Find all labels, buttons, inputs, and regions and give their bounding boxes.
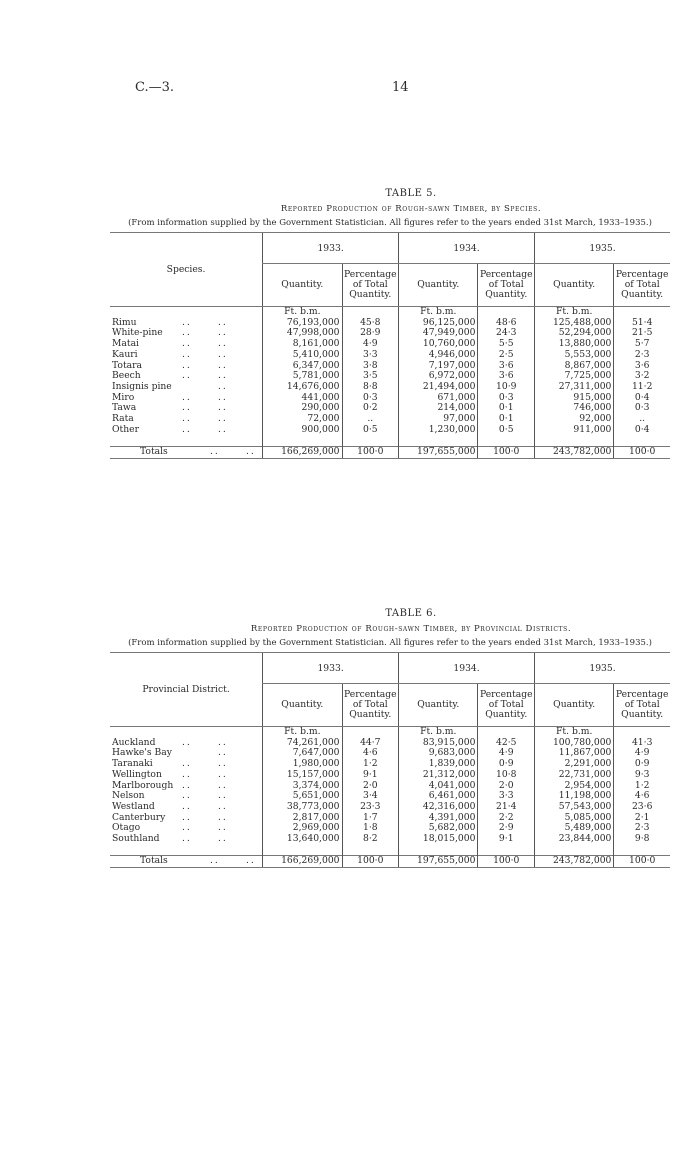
row-label-cell (110, 770, 263, 781)
table-row (110, 425, 670, 436)
percentage-cell: 100·0 (478, 856, 535, 868)
leader-dots: .. (182, 359, 192, 371)
quantity-cell: 83,915,000 (399, 738, 478, 749)
leader-dots: .. (218, 327, 228, 339)
quantity-cell: 15,157,000 (263, 770, 342, 781)
table6-qty-header: Quantity. (535, 684, 614, 727)
row-label-cell (110, 834, 263, 845)
leader-dots: .. (218, 370, 228, 382)
quantity-cell: 5,410,000 (263, 350, 342, 361)
quantity-cell: 76,193,000 (263, 318, 342, 329)
row-label: Tawa (112, 402, 137, 414)
table6-note: (From information supplied by the Government Statistician. All figures refer to the years ended 31st March, 1933–1935.) (128, 638, 652, 648)
quantity-cell: 11,198,000 (535, 791, 614, 802)
table6-qty-header: Quantity. (263, 684, 342, 727)
table5-unit-label: Ft. b.m. (399, 307, 478, 318)
table5-body (110, 307, 670, 459)
percentage-cell: 9·3 (614, 770, 670, 781)
quantity-cell: 8,161,000 (263, 339, 342, 350)
percentage-cell: 8·2 (342, 834, 399, 845)
percentage-cell: 3·8 (342, 361, 399, 372)
percentage-cell: 28·9 (342, 328, 399, 339)
table6 (110, 652, 670, 868)
leader-dots: .. (218, 359, 228, 371)
row-label: Beech (112, 370, 141, 382)
percentage-cell: 4·6 (342, 748, 399, 759)
percentage-cell: 0·3 (342, 393, 399, 404)
percentage-cell: 2·3 (614, 350, 670, 361)
leader-dots: .. (218, 736, 228, 748)
leader-dots: .. (182, 768, 192, 780)
quantity-cell: 42,316,000 (399, 802, 478, 813)
totals-row (110, 447, 670, 459)
table5-note: (From information supplied by the Government Statistician. All figures refer to the years ended 31st March, 1933–1935.) (128, 218, 652, 228)
leader-dots: .. (182, 758, 192, 770)
leader-dots: .. (182, 391, 192, 403)
percentage-cell: .. (614, 414, 670, 425)
quantity-cell: 197,655,000 (399, 856, 478, 868)
leader-dots: .. (218, 811, 228, 823)
quantity-cell: 5,085,000 (535, 813, 614, 824)
row-label: Auckland (112, 736, 156, 748)
quantity-cell: 5,651,000 (263, 791, 342, 802)
leader-dots: .. (182, 790, 192, 802)
leader-dots: .. (182, 736, 192, 748)
quantity-cell: 97,000 (399, 414, 478, 425)
quantity-cell: 21,312,000 (399, 770, 478, 781)
quantity-cell: 38,773,000 (263, 802, 342, 813)
quantity-cell: 4,041,000 (399, 781, 478, 792)
percentage-cell: 5·7 (614, 339, 670, 350)
row-label: Hawke's Bay (112, 747, 172, 759)
quantity-cell: 9,683,000 (399, 748, 478, 759)
quantity-cell: 5,489,000 (535, 823, 614, 834)
percentage-cell: 9·8 (614, 834, 670, 845)
leader-dots: .. (218, 790, 228, 802)
quantity-cell: 441,000 (263, 393, 342, 404)
percentage-cell: 2·0 (478, 781, 535, 792)
percentage-cell: 2·0 (342, 781, 399, 792)
leader-dots: .. (182, 833, 192, 845)
percentage-cell: 51·4 (614, 318, 670, 329)
row-label: Westland (112, 800, 155, 812)
table6-first-col-header: Provincial District. (110, 653, 263, 727)
table5-pct-header: Percentage of Total Quantity. (478, 264, 535, 307)
percentage-cell: 0·4 (614, 393, 670, 404)
table5-year-header: 1935. (535, 233, 670, 264)
percentage-cell: 41·3 (614, 738, 670, 749)
percentage-cell: 3·3 (342, 350, 399, 361)
table6-year-header: 1934. (399, 653, 535, 684)
quantity-cell: 21,494,000 (399, 382, 478, 393)
leader-dots: .. (218, 402, 228, 414)
leader-dots: .. (182, 327, 192, 339)
table5-year-header: 1933. (263, 233, 399, 264)
quantity-cell: 243,782,000 (535, 447, 614, 459)
percentage-cell: 8·8 (342, 382, 399, 393)
quantity-cell: 125,488,000 (535, 318, 614, 329)
percentage-cell: 4·9 (478, 748, 535, 759)
quantity-cell: 22,731,000 (535, 770, 614, 781)
leader-dots: .. (218, 758, 228, 770)
table6-year-header: 1933. (263, 653, 399, 684)
page-number: 14 (392, 80, 409, 95)
percentage-cell: 23·6 (614, 802, 670, 813)
leader-dots: .. (218, 348, 228, 360)
table5-unit-label: Ft. b.m. (263, 307, 342, 318)
percentage-cell: .. (342, 414, 399, 425)
leader-dots: .. (210, 855, 220, 867)
percentage-cell: 21·4 (478, 802, 535, 813)
percentage-cell: 1·7 (342, 813, 399, 824)
row-label: Rimu (112, 316, 137, 328)
percentage-cell: 100·0 (614, 447, 670, 459)
percentage-cell: 0·1 (478, 403, 535, 414)
leader-dots: .. (218, 822, 228, 834)
percentage-cell: 10·9 (478, 382, 535, 393)
leader-dots: .. (210, 446, 220, 458)
row-label: Other (112, 423, 139, 435)
leader-dots: .. (182, 423, 192, 435)
quantity-cell: 214,000 (399, 403, 478, 414)
leader-dots: .. (218, 413, 228, 425)
leader-dots: .. (218, 800, 228, 812)
quantity-cell: 100,780,000 (535, 738, 614, 749)
row-label: Taranaki (112, 758, 153, 770)
percentage-cell: 21·5 (614, 328, 670, 339)
leader-dots: .. (218, 423, 228, 435)
quantity-cell: 5,781,000 (263, 371, 342, 382)
quantity-cell: 14,676,000 (263, 382, 342, 393)
quantity-cell: 52,294,000 (535, 328, 614, 339)
row-label: Miro (112, 391, 135, 403)
quantity-cell: 900,000 (263, 425, 342, 436)
table6-title: Reported Production of Rough-sawn Timber, by Provincial Districts. (250, 624, 572, 634)
quantity-cell: 13,880,000 (535, 339, 614, 350)
percentage-cell: 45·8 (342, 318, 399, 329)
quantity-cell: 1,980,000 (263, 759, 342, 770)
table6-pct-header: Percentage of Total Quantity. (614, 684, 670, 727)
table6-unit-label: Ft. b.m. (535, 727, 614, 738)
table5-qty-header: Quantity. (535, 264, 614, 307)
leader-dots: .. (218, 338, 228, 350)
leader-dots: .. (218, 316, 228, 328)
percentage-cell: 9·1 (342, 770, 399, 781)
totals-label: Totals (140, 446, 168, 458)
percentage-cell: 0·5 (342, 425, 399, 436)
quantity-cell: 7,647,000 (263, 748, 342, 759)
percentage-cell: 3·5 (342, 371, 399, 382)
leader-dots: .. (218, 833, 228, 845)
percentage-cell: 0·9 (614, 759, 670, 770)
row-label-cell (110, 425, 263, 436)
quantity-cell: 57,543,000 (535, 802, 614, 813)
totals-label: Totals (140, 855, 168, 867)
percentage-cell: 9·1 (478, 834, 535, 845)
quantity-cell: 5,682,000 (399, 823, 478, 834)
percentage-cell: 1·8 (342, 823, 399, 834)
percentage-cell: 1·2 (342, 759, 399, 770)
percentage-cell: 4·9 (614, 748, 670, 759)
quantity-cell: 7,197,000 (399, 361, 478, 372)
quantity-cell: 10,760,000 (399, 339, 478, 350)
percentage-cell: 42·5 (478, 738, 535, 749)
table5-pct-header: Percentage of Total Quantity. (342, 264, 399, 307)
leader-dots: .. (182, 370, 192, 382)
quantity-cell: 915,000 (535, 393, 614, 404)
totals-row (110, 856, 670, 868)
quantity-cell: 6,972,000 (399, 371, 478, 382)
leader-dots: .. (182, 338, 192, 350)
table5-year-header: 1934. (399, 233, 535, 264)
percentage-cell: 44·7 (342, 738, 399, 749)
quantity-cell: 671,000 (399, 393, 478, 404)
percentage-cell: 100·0 (614, 856, 670, 868)
percentage-cell: 3·6 (478, 371, 535, 382)
leader-dots: .. (182, 811, 192, 823)
quantity-cell: 746,000 (535, 403, 614, 414)
leader-dots: .. (182, 800, 192, 812)
quantity-cell: 2,969,000 (263, 823, 342, 834)
leader-dots: .. (218, 768, 228, 780)
quantity-cell: 243,782,000 (535, 856, 614, 868)
percentage-cell: 2·2 (478, 813, 535, 824)
row-label-cell (110, 447, 263, 459)
table5 (110, 232, 670, 459)
percentage-cell: 3·2 (614, 371, 670, 382)
percentage-cell: 11·2 (614, 382, 670, 393)
quantity-cell: 47,949,000 (399, 328, 478, 339)
row-label: Canterbury (112, 811, 166, 823)
percentage-cell: 100·0 (342, 447, 399, 459)
percentage-cell: 0·2 (342, 403, 399, 414)
table6-pct-header: Percentage of Total Quantity. (478, 684, 535, 727)
table5-qty-header: Quantity. (263, 264, 342, 307)
percentage-cell: 0·5 (478, 425, 535, 436)
row-label-cell (110, 856, 263, 868)
quantity-cell: 3,374,000 (263, 781, 342, 792)
table6-pct-header: Percentage of Total Quantity. (342, 684, 399, 727)
row-label: Wellington (112, 768, 162, 780)
percentage-cell: 3·4 (342, 791, 399, 802)
row-label: Totara (112, 359, 142, 371)
quantity-cell: 18,015,000 (399, 834, 478, 845)
quantity-cell: 11,867,000 (535, 748, 614, 759)
percentage-cell: 100·0 (342, 856, 399, 868)
table5-pct-header: Percentage of Total Quantity. (614, 264, 670, 307)
table-row (110, 350, 670, 361)
leader-dots: .. (182, 402, 192, 414)
table-row (110, 834, 670, 845)
percentage-cell: 2·9 (478, 823, 535, 834)
leader-dots: .. (246, 446, 256, 458)
table6-block (110, 608, 670, 868)
leader-dots: .. (218, 779, 228, 791)
percentage-cell: 23·3 (342, 802, 399, 813)
table6-body (110, 727, 670, 868)
leader-dots: .. (182, 348, 192, 360)
percentage-cell: 0·3 (614, 403, 670, 414)
percentage-cell: 1·2 (614, 781, 670, 792)
percentage-cell: 0·9 (478, 759, 535, 770)
leader-dots: .. (218, 747, 228, 759)
leader-dots: .. (182, 413, 192, 425)
percentage-cell: 2·5 (478, 350, 535, 361)
quantity-cell: 6,347,000 (263, 361, 342, 372)
quantity-cell: 74,261,000 (263, 738, 342, 749)
percentage-cell: 24·3 (478, 328, 535, 339)
leader-dots: .. (218, 391, 228, 403)
quantity-cell: 27,311,000 (535, 382, 614, 393)
quantity-cell: 1,230,000 (399, 425, 478, 436)
leader-dots: .. (182, 779, 192, 791)
leader-dots: .. (182, 316, 192, 328)
spacer-row (110, 845, 670, 856)
percentage-cell: 3·6 (614, 361, 670, 372)
quantity-cell: 6,461,000 (399, 791, 478, 802)
percentage-cell: 0·3 (478, 393, 535, 404)
quantity-cell: 2,954,000 (535, 781, 614, 792)
table6-qty-header: Quantity. (399, 684, 478, 727)
spacer-row (110, 435, 670, 446)
table5-first-col-header: Species. (110, 233, 263, 307)
quantity-cell: 96,125,000 (399, 318, 478, 329)
percentage-cell: 4·9 (342, 339, 399, 350)
percentage-cell: 5·5 (478, 339, 535, 350)
quantity-cell: 166,269,000 (263, 447, 342, 459)
percentage-cell: 2·3 (614, 823, 670, 834)
quantity-cell: 4,391,000 (399, 813, 478, 824)
row-label: Otago (112, 822, 141, 834)
row-label: Nelson (112, 790, 145, 802)
table6-year-header: 1935. (535, 653, 670, 684)
table5-label: TABLE 5. (385, 188, 437, 199)
table6-label: TABLE 6. (385, 608, 437, 619)
percentage-cell: 2·1 (614, 813, 670, 824)
quantity-cell: 1,839,000 (399, 759, 478, 770)
table-row (110, 770, 670, 781)
percentage-cell: 4·6 (614, 791, 670, 802)
row-label: Marlborough (112, 779, 174, 791)
row-label: Kauri (112, 348, 138, 360)
quantity-cell: 47,998,000 (263, 328, 342, 339)
quantity-cell: 7,725,000 (535, 371, 614, 382)
table5-qty-header: Quantity. (399, 264, 478, 307)
table6-unit-label: Ft. b.m. (263, 727, 342, 738)
quantity-cell: 166,269,000 (263, 856, 342, 868)
quantity-cell: 4,946,000 (399, 350, 478, 361)
percentage-cell: 48·6 (478, 318, 535, 329)
percentage-cell: 100·0 (478, 447, 535, 459)
row-label-cell (110, 350, 263, 361)
table5-unit-label: Ft. b.m. (535, 307, 614, 318)
quantity-cell: 2,291,000 (535, 759, 614, 770)
row-label: Matai (112, 338, 139, 350)
leader-dots: .. (246, 855, 256, 867)
quantity-cell: 8,867,000 (535, 361, 614, 372)
quantity-cell: 92,000 (535, 414, 614, 425)
quantity-cell: 23,844,000 (535, 834, 614, 845)
leader-dots: .. (218, 380, 228, 392)
percentage-cell: 3·3 (478, 791, 535, 802)
quantity-cell: 911,000 (535, 425, 614, 436)
percentage-cell: 3·6 (478, 361, 535, 372)
row-label: Southland (112, 833, 160, 845)
percentage-cell: 0·4 (614, 425, 670, 436)
quantity-cell: 5,553,000 (535, 350, 614, 361)
quantity-cell: 13,640,000 (263, 834, 342, 845)
quantity-cell: 197,655,000 (399, 447, 478, 459)
page-reference: C.—3. (135, 80, 175, 95)
table5-title: Reported Production of Rough-sawn Timber, by Species. (280, 204, 542, 214)
percentage-cell: 0·1 (478, 414, 535, 425)
row-label: Insignis pine (112, 380, 172, 392)
table5-block (110, 188, 670, 459)
percentage-cell: 10·8 (478, 770, 535, 781)
table6-unit-label: Ft. b.m. (399, 727, 478, 738)
leader-dots: .. (182, 822, 192, 834)
quantity-cell: 290,000 (263, 403, 342, 414)
quantity-cell: 72,000 (263, 414, 342, 425)
quantity-cell: 2,817,000 (263, 813, 342, 824)
row-label: Rata (112, 413, 134, 425)
row-label: White-pine (112, 327, 163, 339)
